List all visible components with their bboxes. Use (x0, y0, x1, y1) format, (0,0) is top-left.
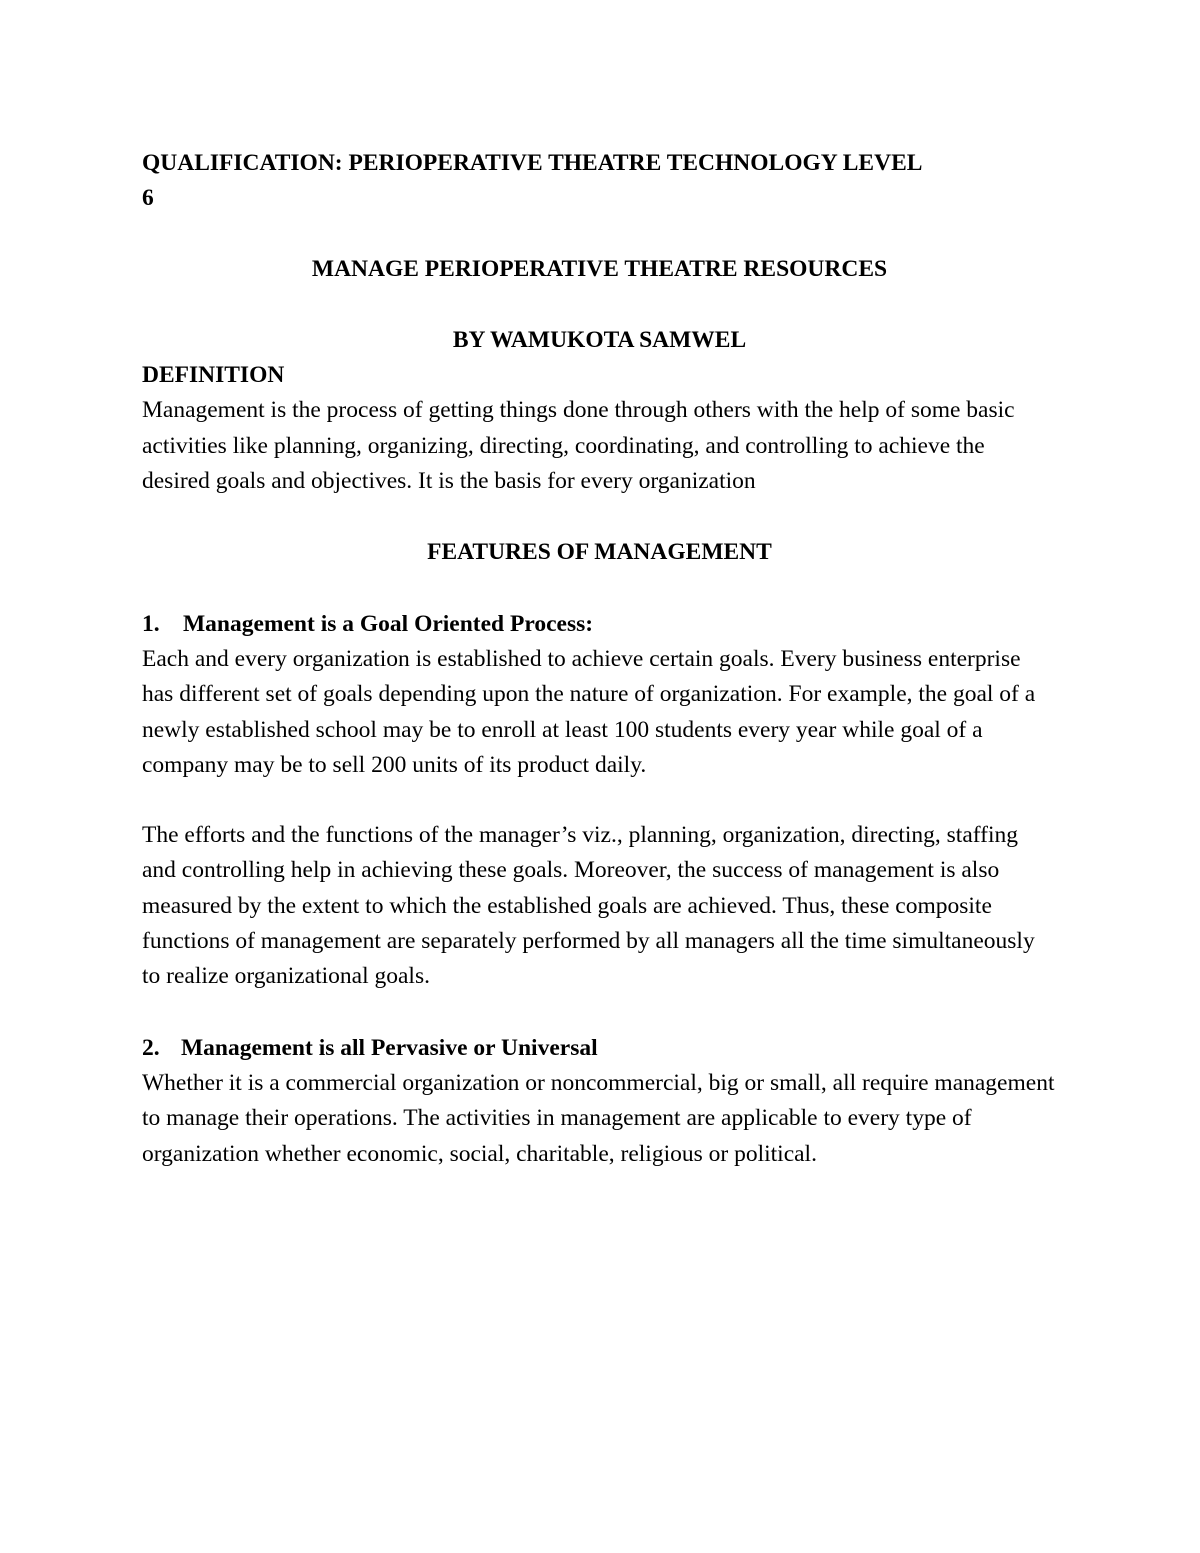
qualification-title (142, 146, 1057, 217)
qualification-line-2: 6 (142, 185, 154, 212)
qualification-line-1: QUALIFICATION: PERIOPERATIVE THEATRE TECHNOLOGY LEVEL (142, 150, 923, 176)
section-heading-1 (142, 607, 1057, 642)
section-heading-2 (142, 1031, 1057, 1066)
document-body (142, 146, 1057, 1172)
section-heading-text: Management is a Goal Oriented Process: (183, 610, 594, 637)
definition-body: Management is the process of getting things done through others with the help of some basic activities like planning, organizing, directing, coordinating, and controlling to achieve the desired goals and objectives. It is the basis for every organization (142, 397, 1015, 495)
author-line: BY WAMUKOTA SAMWEL (452, 326, 747, 353)
section-2-paragraph-1: Whether it is a commercial organization or noncommercial, big or small, all require management to manage their operations. The activities in management are applicable to every type of organization whether economic, social, charitable, religious or political. (142, 1069, 1055, 1167)
section-number: 2. (142, 1034, 160, 1061)
definition-heading: DEFINITION (142, 362, 285, 389)
section-heading-text: Management is all Pervasive or Universal (181, 1034, 598, 1061)
features-title: FEATURES OF MANAGEMENT (427, 539, 772, 566)
section-number: 1. (142, 610, 160, 637)
document-subtitle: MANAGE PERIOPERATIVE THEATRE RESOURCES (311, 255, 888, 282)
section-1-paragraph-1: Each and every organization is established to achieve certain goals. Every business enterprise has different set of goals depending upon the nature of organization. For example, the goal of a newly established school may be to enroll at least 100 students every year while goal of a company may be to sell 200 units of its product daily. (142, 645, 1036, 778)
section-1-paragraph-2: The efforts and the functions of the manager’s viz., planning, organization, directing, staffing and controlling help in achieving these goals. Moreover, the success of management is also measured by the extent to which the established goals are achieved. Thus, these composite functions of management are separately performed by all managers all the time simultaneously to realize organizational goals. (142, 822, 1035, 990)
